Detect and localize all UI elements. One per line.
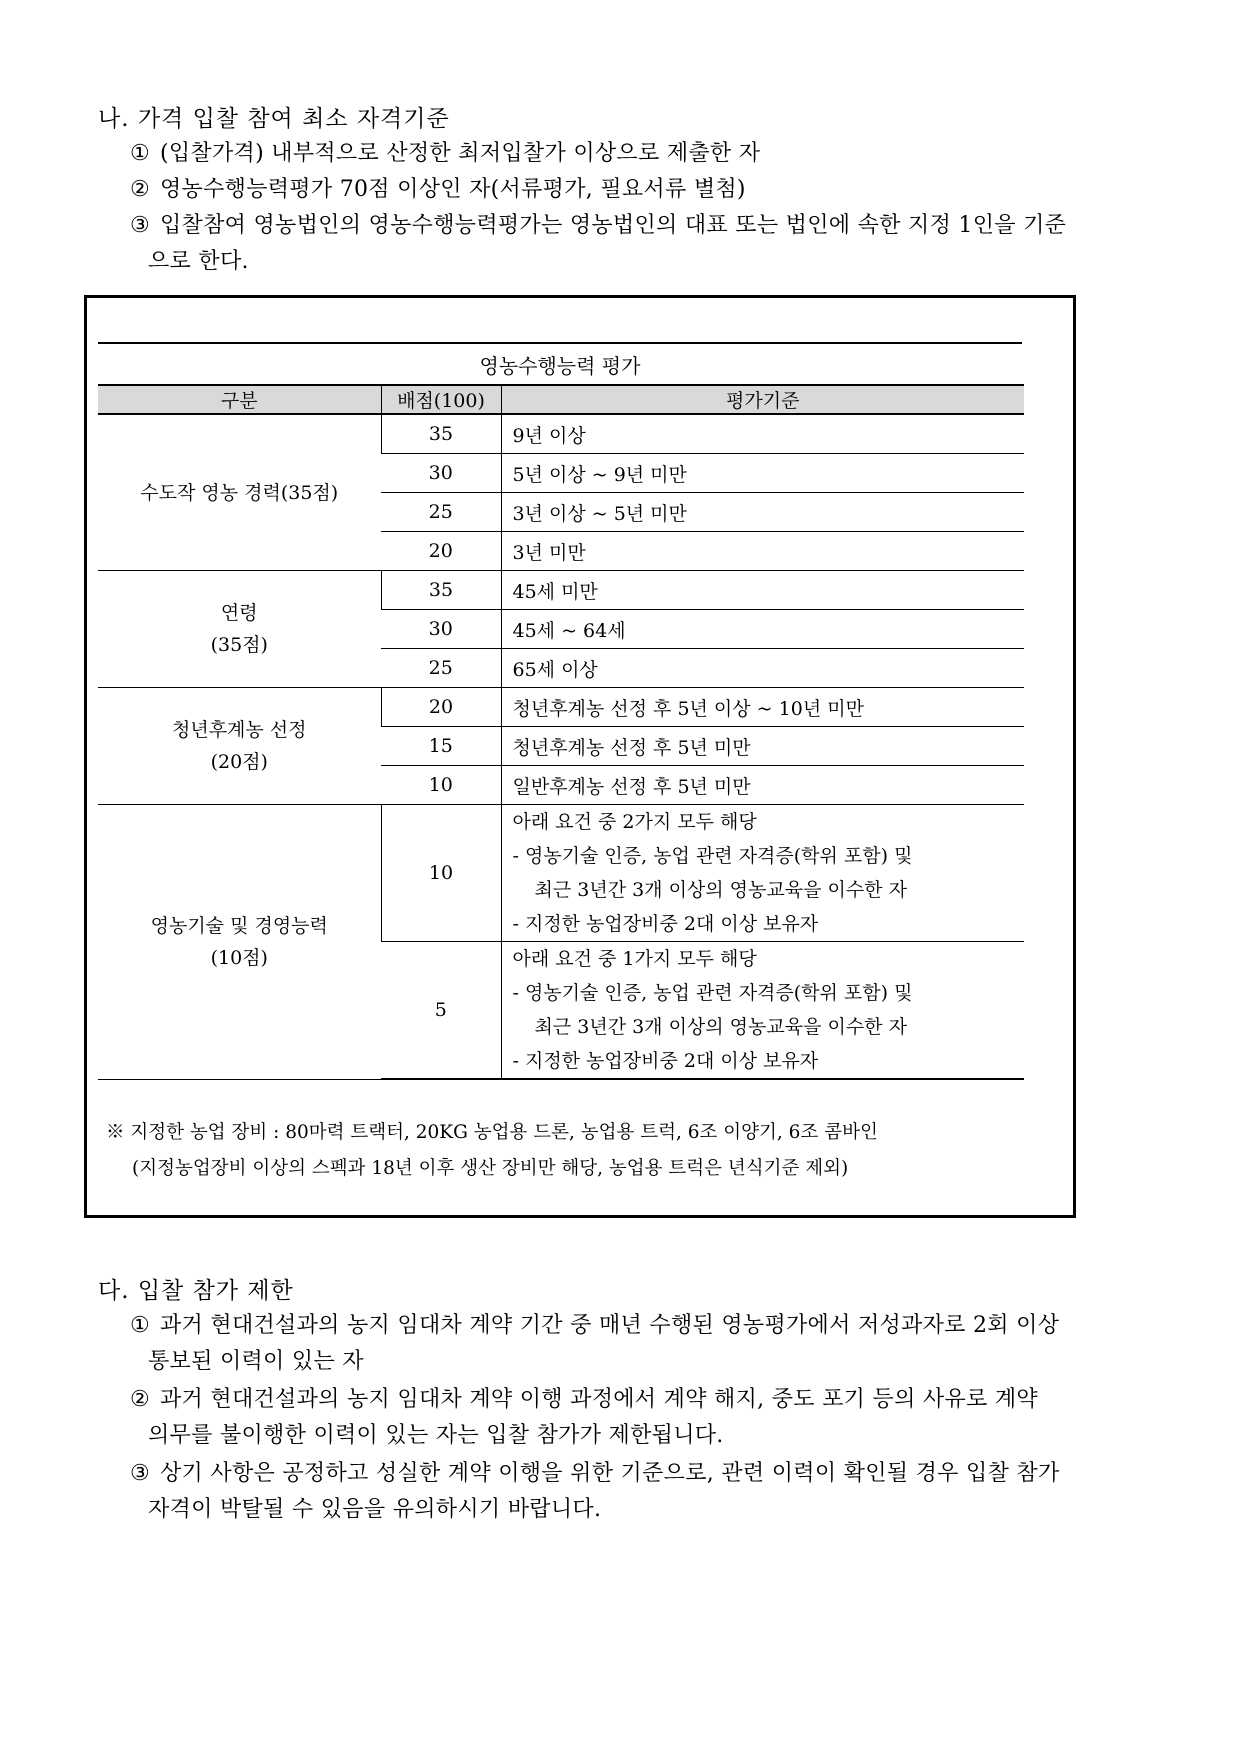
qualification-item-2: [130, 172, 746, 208]
table-caption: 영농수행능력 평가: [479, 354, 641, 378]
evaluation-table: [98, 384, 1024, 1080]
category-label: 연령: [220, 602, 258, 624]
criteria-line: - 지정한 농업장비중 2대 이상 보유자: [512, 1050, 819, 1072]
item-number: ③: [130, 213, 151, 238]
criteria-line: 아래 요건 중 2가지 모두 해당: [512, 811, 757, 833]
item-number: ③: [130, 1461, 151, 1486]
qualification-item-1: [130, 136, 760, 172]
points-cell: 30: [381, 454, 501, 493]
item-number: ②: [130, 1387, 151, 1412]
points-cell: 10: [381, 766, 501, 805]
header-category: 구분: [98, 385, 381, 414]
criteria-line: 최근 3년간 3개 이상의 영농교육을 이수한 자: [534, 879, 907, 901]
table-row: [98, 414, 1024, 454]
note-line: (지정농업장비 이상의 스펙과 18년 이후 생산 장비만 해당, 농업용 트럭은 년식기준 제외): [132, 1158, 849, 1179]
item-text: 과거 현대건설과의 농지 임대차 계약 기간 중 매년 수행된 영농평가에서 저성과자로 2회 이상: [160, 1313, 1060, 1338]
points-cell: 35: [381, 414, 501, 454]
criteria-line: 최근 3년간 3개 이상의 영농교육을 이수한 자: [534, 1016, 907, 1038]
restriction-item-3: [130, 1456, 1060, 1528]
criteria-cell: 3년 이상 ~ 5년 미만: [501, 493, 1024, 532]
item-text-continued: 으로 한다.: [148, 249, 249, 274]
criteria-line: 아래 요건 중 1가지 모두 해당: [512, 948, 757, 970]
category-score: (35점): [210, 634, 268, 656]
criteria-cell: [501, 942, 1024, 1080]
category-cell: [98, 805, 381, 1080]
category-cell: [98, 414, 381, 571]
criteria-cell: 9년 이상: [501, 414, 1024, 454]
table-row: [98, 688, 1024, 727]
note-line: ※ 지정한 농업 장비 : 80마력 트랙터, 20KG 농업용 드론, 농업용 트럭, 6조 이양기, 6조 콤바인: [106, 1122, 878, 1143]
points-cell: 30: [381, 610, 501, 649]
criteria-cell: 청년후계농 선정 후 5년 미만: [501, 727, 1024, 766]
category-cell: [98, 688, 381, 805]
item-number: ①: [130, 1313, 151, 1338]
item-text: 입찰참여 영농법인의 영농수행능력평가는 영농법인의 대표 또는 법인에 속한 지정 1인을 기준: [160, 213, 1067, 238]
points-cell: 20: [381, 532, 501, 571]
category-score: (20점): [210, 751, 268, 773]
section-title-qualification: 나. 가격 입찰 참여 최소 자격기준: [98, 106, 450, 132]
criteria-line: - 영농기술 인증, 농업 관련 자격증(학위 포함) 및: [512, 982, 913, 1004]
item-text: (입찰가격) 내부적으로 산정한 최저입찰가 이상으로 제출한 자: [160, 141, 761, 166]
criteria-line: - 영농기술 인증, 농업 관련 자격증(학위 포함) 및: [512, 845, 913, 867]
restriction-item-2: [130, 1382, 1038, 1454]
points-cell: 15: [381, 727, 501, 766]
criteria-line: - 지정한 농업장비중 2대 이상 보유자: [512, 913, 819, 935]
table-top-rule: [98, 342, 1022, 344]
header-criteria: 평가기준: [501, 385, 1024, 414]
criteria-cell: [501, 805, 1024, 942]
item-number: ①: [130, 141, 151, 166]
points-cell: 25: [381, 649, 501, 688]
qualification-item-3: [130, 208, 1066, 280]
points-cell: 20: [381, 688, 501, 727]
item-number: ②: [130, 177, 151, 202]
table-row: [98, 805, 1024, 942]
criteria-cell: 65세 이상: [501, 649, 1024, 688]
table-header-row: [98, 385, 1024, 414]
points-cell: 35: [381, 571, 501, 610]
criteria-cell: 일반후계농 선정 후 5년 미만: [501, 766, 1024, 805]
criteria-cell: 청년후계농 선정 후 5년 이상 ~ 10년 미만: [501, 688, 1024, 727]
item-text: 영농수행능력평가 70점 이상인 자(서류평가, 필요서류 별첨): [160, 177, 746, 202]
item-text-continued: 자격이 박탈될 수 있음을 유의하시기 바랍니다.: [148, 1497, 602, 1522]
points-cell: 5: [381, 942, 501, 1080]
category-label: 수도작 영농 경력(35점): [140, 481, 339, 504]
table-row: [98, 571, 1024, 610]
item-text: 상기 사항은 공정하고 성실한 계약 이행을 위한 기준으로, 관련 이력이 확인될 경우 입찰 참가: [160, 1461, 1060, 1486]
item-text: 과거 현대건설과의 농지 임대차 계약 이행 과정에서 계약 해지, 중도 포기 등의 사유로 계약: [160, 1387, 1038, 1412]
item-text-continued: 통보된 이력이 있는 자: [148, 1349, 364, 1374]
item-text-continued: 의무를 불이행한 이력이 있는 자는 입찰 참가가 제한됩니다.: [148, 1423, 724, 1448]
category-label: 청년후계농 선정: [171, 719, 307, 741]
section-title-restriction: 다. 입찰 참가 제한: [98, 1278, 294, 1304]
points-cell: 10: [381, 805, 501, 942]
criteria-cell: 45세 미만: [501, 571, 1024, 610]
points-cell: 25: [381, 493, 501, 532]
criteria-cell: 3년 미만: [501, 532, 1024, 571]
criteria-cell: 45세 ~ 64세: [501, 610, 1024, 649]
category-score: (10점): [210, 946, 268, 969]
category-label: 영농기술 및 경영능력: [150, 914, 328, 937]
criteria-cell: 5년 이상 ~ 9년 미만: [501, 454, 1024, 493]
header-points: 배점(100): [381, 385, 501, 414]
category-cell: [98, 571, 381, 688]
equipment-note: [106, 1115, 878, 1187]
restriction-item-1: [130, 1308, 1059, 1380]
